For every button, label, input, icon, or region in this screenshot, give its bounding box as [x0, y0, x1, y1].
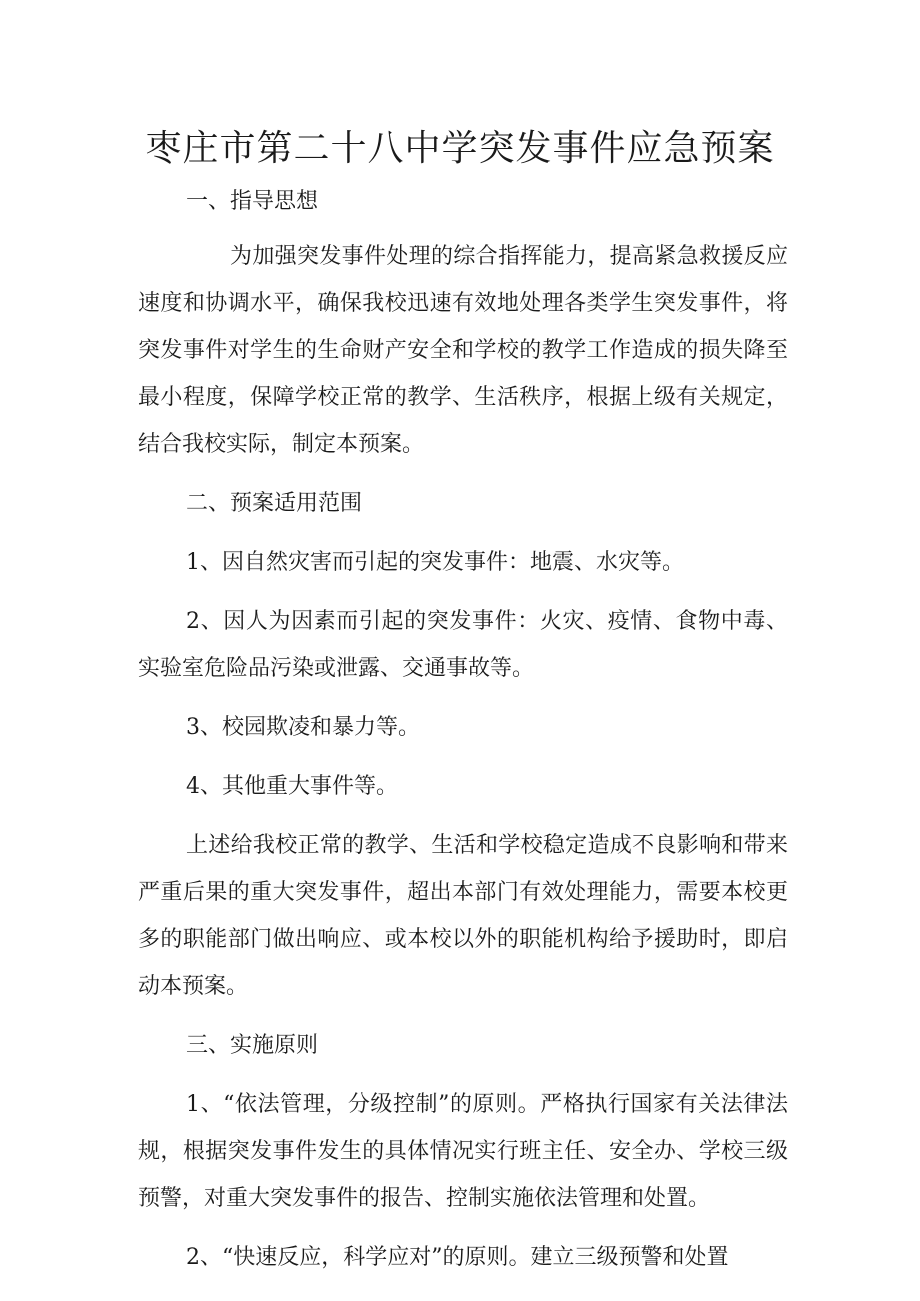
document-title: 枣庄市第二十八中学突发事件应急预案 [145, 128, 775, 169]
paragraph-scope-item-1: 1、因自然灾害而引起的突发事件：地震、水灾等。 [186, 550, 684, 575]
paragraph-scope-summary: 上述给我校正常的教学、生活和学校稳定造成不良影响和带来严重后果的重大突发事件，超出本部门有效处理能力，需要本校更多的职能部门做出响应、或本校以外的职能机构给予援助时，即启动本预案。 [138, 833, 788, 999]
section-heading-principles: 三、实施原则 [186, 1033, 319, 1058]
section-heading-guiding-ideology: 一、指导思想 [186, 189, 319, 214]
paragraph-scope-item-4: 4、其他重大事件等。 [186, 774, 398, 799]
section-heading-scope: 二、预案适用范围 [186, 491, 363, 516]
paragraph-scope-item-2: 2、因人为因素而引起的突发事件：火灾、疫情、食物中毒、实验室危险品污染或泄露、交通事故等。 [138, 609, 788, 681]
paragraph-principle-1: 1、“依法管理，分级控制”的原则。严格执行国家有关法律法规，根据突发事件发生的具体情况实行班主任、安全办、学校三级预警，对重大突发事件的报告、控制实施依法管理和处置。 [138, 1092, 788, 1211]
document-body [138, 178, 788, 1281]
paragraph-scope-item-3: 3、校园欺凌和暴力等。 [186, 715, 420, 740]
paragraph-principle-2: 2、“快速反应，科学应对”的原则。建立三级预警和处置 [186, 1245, 729, 1270]
paragraph-guiding-ideology: 为加强突发事件处理的综合指挥能力，提高紧急救援反应速度和协调水平，确保我校迅速有效地处理各类学生突发事件，将突发事件对学生的生命财产安全和学校的教学工作造成的损失降至最小程度，保障学校正常的教学、生活秩序，根据上级有关规定，结合我校实际，制定本预案。 [138, 244, 788, 457]
